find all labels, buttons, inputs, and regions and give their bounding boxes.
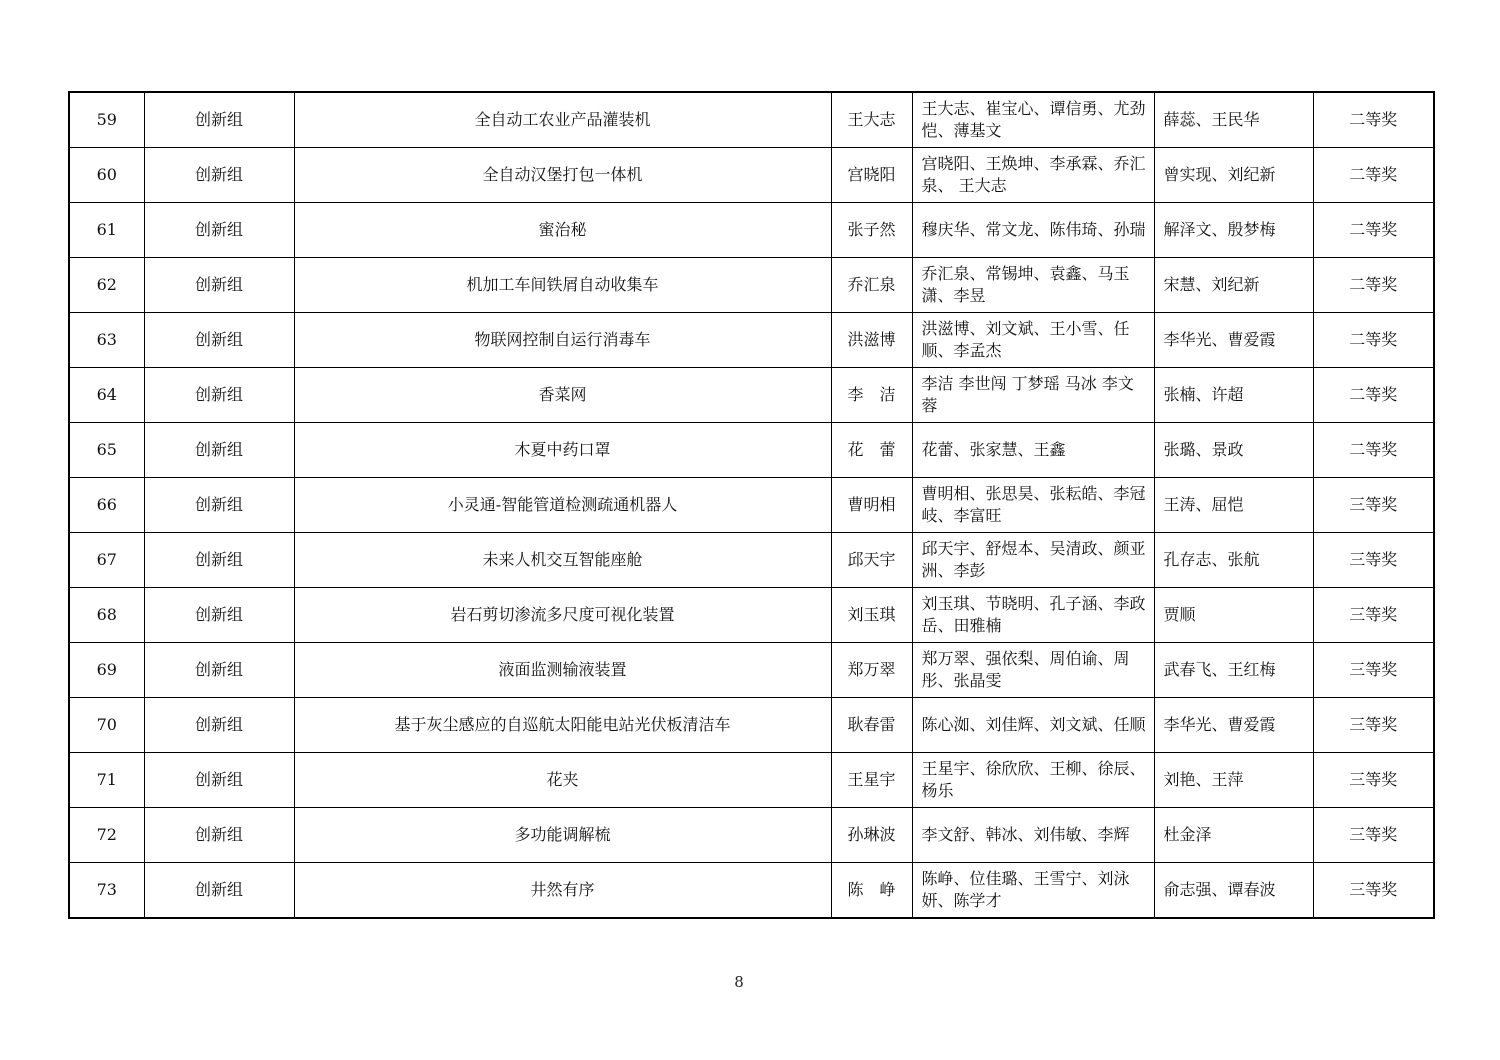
cell-advisors: 薛蕊、王民华 bbox=[1154, 92, 1313, 148]
cell-advisors: 张璐、景政 bbox=[1154, 423, 1313, 478]
cell-team-members: 李洁 李世闯 丁梦瑶 马冰 李文蓉 bbox=[912, 368, 1154, 423]
awards-table bbox=[68, 91, 1435, 919]
cell-leader: 耿春雷 bbox=[831, 698, 912, 753]
cell-group: 创新组 bbox=[144, 643, 294, 698]
cell-team-members: 邱天宇、舒煜本、吴清政、颜亚洲、李彭 bbox=[912, 533, 1154, 588]
cell-award: 三等奖 bbox=[1313, 808, 1434, 863]
cell-award: 二等奖 bbox=[1313, 368, 1434, 423]
table-row bbox=[69, 863, 1434, 919]
page-number: 8 bbox=[734, 973, 744, 991]
table-row bbox=[69, 588, 1434, 643]
cell-award: 三等奖 bbox=[1313, 533, 1434, 588]
table-row bbox=[69, 643, 1434, 698]
cell-project-name: 物联网控制自运行消毒车 bbox=[294, 313, 831, 368]
cell-group: 创新组 bbox=[144, 203, 294, 258]
cell-project-name: 木夏中药口罩 bbox=[294, 423, 831, 478]
cell-project-name: 花夹 bbox=[294, 753, 831, 808]
cell-advisors: 张楠、许超 bbox=[1154, 368, 1313, 423]
cell-leader: 乔汇泉 bbox=[831, 258, 912, 313]
cell-team-members: 刘玉琪、节晓明、孔子涵、李政岳、田雅楠 bbox=[912, 588, 1154, 643]
cell-project-name: 岩石剪切渗流多尺度可视化装置 bbox=[294, 588, 831, 643]
awards-table-body bbox=[69, 92, 1434, 918]
cell-group: 创新组 bbox=[144, 588, 294, 643]
cell-team-members: 乔汇泉、常锡坤、袁鑫、马玉潇、李昱 bbox=[912, 258, 1154, 313]
table-row bbox=[69, 698, 1434, 753]
cell-project-name: 全自动汉堡打包一体机 bbox=[294, 148, 831, 203]
cell-group: 创新组 bbox=[144, 533, 294, 588]
cell-team-members: 李文舒、韩冰、刘伟敏、李辉 bbox=[912, 808, 1154, 863]
cell-team-members: 穆庆华、常文龙、陈伟琦、孙瑞 bbox=[912, 203, 1154, 258]
cell-number: 70 bbox=[69, 698, 144, 753]
table-row bbox=[69, 753, 1434, 808]
cell-leader: 王大志 bbox=[831, 92, 912, 148]
cell-award: 二等奖 bbox=[1313, 313, 1434, 368]
cell-leader: 曹明相 bbox=[831, 478, 912, 533]
cell-project-name: 未来人机交互智能座舱 bbox=[294, 533, 831, 588]
cell-award: 三等奖 bbox=[1313, 643, 1434, 698]
table-row bbox=[69, 423, 1434, 478]
cell-award: 三等奖 bbox=[1313, 698, 1434, 753]
cell-team-members: 宫晓阳、王焕坤、李承霖、乔汇泉、 王大志 bbox=[912, 148, 1154, 203]
cell-project-name: 多功能调解梳 bbox=[294, 808, 831, 863]
cell-leader: 郑万翠 bbox=[831, 643, 912, 698]
cell-team-members: 花蕾、张家慧、王鑫 bbox=[912, 423, 1154, 478]
cell-group: 创新组 bbox=[144, 808, 294, 863]
cell-number: 66 bbox=[69, 478, 144, 533]
cell-number: 62 bbox=[69, 258, 144, 313]
cell-advisors: 解泽文、殷梦梅 bbox=[1154, 203, 1313, 258]
cell-team-members: 郑万翠、强依梨、周伯谕、周彤、张晶雯 bbox=[912, 643, 1154, 698]
cell-number: 73 bbox=[69, 863, 144, 919]
cell-project-name: 小灵通-智能管道检测疏通机器人 bbox=[294, 478, 831, 533]
cell-leader: 花 蕾 bbox=[831, 423, 912, 478]
cell-leader: 洪滋博 bbox=[831, 313, 912, 368]
cell-number: 72 bbox=[69, 808, 144, 863]
cell-group: 创新组 bbox=[144, 863, 294, 919]
table-row bbox=[69, 533, 1434, 588]
table-row bbox=[69, 313, 1434, 368]
cell-group: 创新组 bbox=[144, 148, 294, 203]
table-row bbox=[69, 258, 1434, 313]
cell-award: 三等奖 bbox=[1313, 863, 1434, 919]
cell-award: 二等奖 bbox=[1313, 423, 1434, 478]
cell-advisors: 李华光、曹爱霞 bbox=[1154, 313, 1313, 368]
cell-advisors: 俞志强、谭春波 bbox=[1154, 863, 1313, 919]
cell-number: 67 bbox=[69, 533, 144, 588]
cell-project-name: 香菜网 bbox=[294, 368, 831, 423]
cell-award: 二等奖 bbox=[1313, 203, 1434, 258]
cell-project-name: 井然有序 bbox=[294, 863, 831, 919]
cell-advisors: 杜金泽 bbox=[1154, 808, 1313, 863]
cell-leader: 王星宇 bbox=[831, 753, 912, 808]
cell-award: 二等奖 bbox=[1313, 258, 1434, 313]
cell-award: 二等奖 bbox=[1313, 92, 1434, 148]
cell-team-members: 王星宇、徐欣欣、王柳、徐辰、杨乐 bbox=[912, 753, 1154, 808]
cell-group: 创新组 bbox=[144, 423, 294, 478]
cell-award: 三等奖 bbox=[1313, 753, 1434, 808]
cell-group: 创新组 bbox=[144, 313, 294, 368]
cell-group: 创新组 bbox=[144, 368, 294, 423]
cell-group: 创新组 bbox=[144, 753, 294, 808]
cell-advisors: 曾实现、刘纪新 bbox=[1154, 148, 1313, 203]
cell-project-name: 机加工车间铁屑自动收集车 bbox=[294, 258, 831, 313]
cell-group: 创新组 bbox=[144, 92, 294, 148]
cell-advisors: 王涛、屈恺 bbox=[1154, 478, 1313, 533]
table-row bbox=[69, 92, 1434, 148]
cell-group: 创新组 bbox=[144, 478, 294, 533]
cell-award: 三等奖 bbox=[1313, 478, 1434, 533]
cell-advisors: 武春飞、王红梅 bbox=[1154, 643, 1313, 698]
cell-team-members: 陈峥、位佳璐、王雪宁、刘泳妍、陈学才 bbox=[912, 863, 1154, 919]
cell-leader: 张子然 bbox=[831, 203, 912, 258]
table-row bbox=[69, 148, 1434, 203]
cell-leader: 刘玉琪 bbox=[831, 588, 912, 643]
cell-advisors: 李华光、曹爱霞 bbox=[1154, 698, 1313, 753]
cell-number: 60 bbox=[69, 148, 144, 203]
cell-team-members: 洪滋博、刘文斌、王小雪、任顺、李孟杰 bbox=[912, 313, 1154, 368]
table-row bbox=[69, 808, 1434, 863]
cell-leader: 李 洁 bbox=[831, 368, 912, 423]
cell-leader: 邱天宇 bbox=[831, 533, 912, 588]
table-row bbox=[69, 203, 1434, 258]
cell-number: 61 bbox=[69, 203, 144, 258]
cell-number: 59 bbox=[69, 92, 144, 148]
cell-group: 创新组 bbox=[144, 258, 294, 313]
cell-number: 69 bbox=[69, 643, 144, 698]
cell-group: 创新组 bbox=[144, 698, 294, 753]
cell-advisors: 刘艳、王萍 bbox=[1154, 753, 1313, 808]
cell-number: 68 bbox=[69, 588, 144, 643]
cell-award: 三等奖 bbox=[1313, 588, 1434, 643]
cell-leader: 孙琳波 bbox=[831, 808, 912, 863]
cell-project-name: 液面监测输液装置 bbox=[294, 643, 831, 698]
cell-advisors: 贾顺 bbox=[1154, 588, 1313, 643]
cell-team-members: 陈心洳、刘佳辉、刘文斌、任顺 bbox=[912, 698, 1154, 753]
cell-leader: 陈 峥 bbox=[831, 863, 912, 919]
cell-number: 71 bbox=[69, 753, 144, 808]
cell-leader: 宫晓阳 bbox=[831, 148, 912, 203]
cell-advisors: 孔存志、张航 bbox=[1154, 533, 1313, 588]
table-row bbox=[69, 478, 1434, 533]
cell-project-name: 基于灰尘感应的自巡航太阳能电站光伏板清洁车 bbox=[294, 698, 831, 753]
cell-project-name: 全自动工农业产品灌装机 bbox=[294, 92, 831, 148]
table-row bbox=[69, 368, 1434, 423]
cell-team-members: 王大志、崔宝心、谭信勇、尤劲恺、薄基文 bbox=[912, 92, 1154, 148]
cell-advisors: 宋慧、刘纪新 bbox=[1154, 258, 1313, 313]
cell-award: 二等奖 bbox=[1313, 148, 1434, 203]
cell-team-members: 曹明相、张思昊、张耘皓、李冠岐、李富旺 bbox=[912, 478, 1154, 533]
cell-number: 65 bbox=[69, 423, 144, 478]
cell-number: 64 bbox=[69, 368, 144, 423]
cell-project-name: 蜜治秘 bbox=[294, 203, 831, 258]
cell-number: 63 bbox=[69, 313, 144, 368]
